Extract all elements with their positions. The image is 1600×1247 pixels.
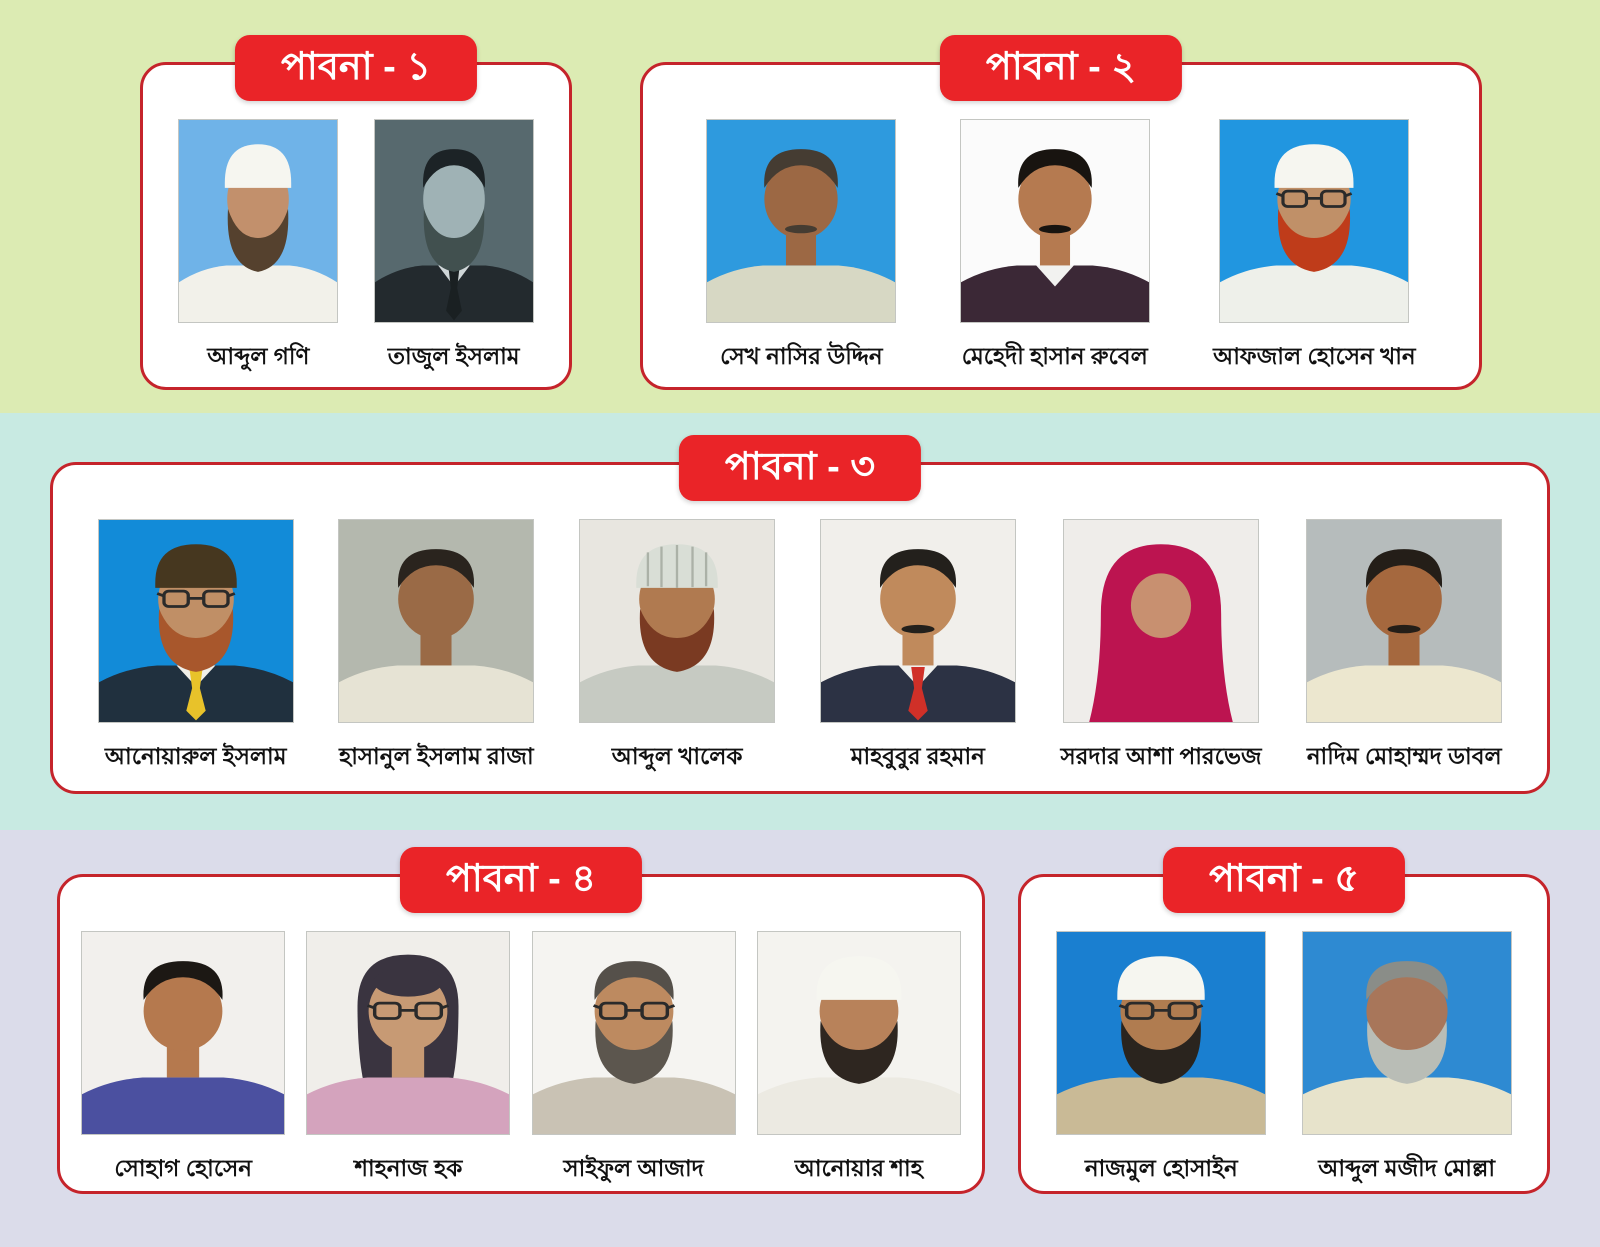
panel-pabna-2 bbox=[640, 46, 1482, 390]
candidate-photo bbox=[81, 931, 285, 1135]
candidate-photo bbox=[1306, 519, 1502, 723]
candidate-card bbox=[178, 119, 338, 377]
candidate-photo bbox=[820, 519, 1016, 723]
candidate-name: তাজুল ইসলাম bbox=[387, 343, 520, 369]
candidates-row-pabna-1 bbox=[143, 65, 569, 377]
candidate-card bbox=[1306, 519, 1502, 777]
constituency-badge-pabna-1: পাবনা - ১ bbox=[235, 35, 477, 101]
panel-pabna-1 bbox=[140, 46, 572, 390]
candidate-card bbox=[706, 119, 896, 377]
candidate-name: সাইফুল আজাদ bbox=[563, 1155, 704, 1181]
candidate-photo bbox=[1056, 931, 1266, 1135]
candidate-card bbox=[338, 519, 534, 777]
candidate-card bbox=[81, 931, 285, 1189]
candidates-row-pabna-3 bbox=[53, 465, 1547, 777]
candidate-card bbox=[306, 931, 510, 1189]
candidate-name: মেহেদী হাসান রুবেল bbox=[961, 343, 1148, 369]
panel-pabna-4 bbox=[57, 858, 985, 1194]
candidate-card bbox=[579, 519, 775, 777]
candidate-card bbox=[1056, 931, 1266, 1189]
candidate-photo bbox=[960, 119, 1150, 323]
candidate-name: শাহনাজ হক bbox=[354, 1155, 463, 1181]
panel-pabna-3 bbox=[50, 446, 1550, 794]
candidate-card bbox=[1213, 119, 1416, 377]
candidates-row-pabna-2 bbox=[643, 65, 1479, 377]
candidate-photo bbox=[178, 119, 338, 323]
candidate-name: সরদার আশা পারভেজ bbox=[1060, 743, 1262, 769]
candidates-row-pabna-5 bbox=[1021, 877, 1547, 1189]
candidate-card bbox=[820, 519, 1016, 777]
candidate-name: আব্দুল মজীদ মোল্লা bbox=[1318, 1155, 1496, 1181]
candidate-name: সোহাগ হোসেন bbox=[114, 1155, 253, 1181]
candidate-photo bbox=[532, 931, 736, 1135]
candidate-card bbox=[1302, 931, 1512, 1189]
candidates-row-pabna-4 bbox=[60, 877, 982, 1189]
candidate-photo bbox=[306, 931, 510, 1135]
candidate-name: নাদিম মোহাম্মদ ডাবল bbox=[1306, 743, 1502, 769]
candidate-card bbox=[98, 519, 294, 777]
candidate-photo bbox=[98, 519, 294, 723]
candidate-name: আব্দুল খালেক bbox=[611, 743, 743, 769]
candidate-photo bbox=[1063, 519, 1259, 723]
candidate-photo bbox=[1302, 931, 1512, 1135]
constituency-badge-pabna-2: পাবনা - ২ bbox=[940, 35, 1182, 101]
panel-pabna-5 bbox=[1018, 858, 1550, 1194]
candidate-card bbox=[374, 119, 534, 377]
candidate-card bbox=[1061, 519, 1262, 777]
candidate-photo bbox=[757, 931, 961, 1135]
constituency-badge-pabna-3: পাবনা - ৩ bbox=[679, 435, 921, 501]
candidate-name: নাজমুল হোসাইন bbox=[1084, 1155, 1238, 1181]
candidate-card bbox=[757, 931, 961, 1189]
candidate-name: আনোয়ার শাহ bbox=[794, 1155, 923, 1181]
candidate-photo bbox=[706, 119, 896, 323]
candidate-name: হাসানুল ইসলাম রাজা bbox=[339, 743, 534, 769]
candidate-card bbox=[532, 931, 736, 1189]
candidate-photo bbox=[1219, 119, 1409, 323]
candidate-photo bbox=[579, 519, 775, 723]
constituency-badge-pabna-4: পাবনা - ৪ bbox=[400, 847, 642, 913]
candidate-name: আনোয়ারুল ইসলাম bbox=[104, 743, 287, 769]
candidate-photo bbox=[374, 119, 534, 323]
candidate-name: সেখ নাসির উদ্দিন bbox=[720, 343, 883, 369]
candidate-name: আব্দুল গণি bbox=[207, 343, 310, 369]
candidate-name: আফজাল হোসেন খান bbox=[1213, 343, 1416, 369]
candidate-photo bbox=[338, 519, 534, 723]
constituency-badge-pabna-5: পাবনা - ৫ bbox=[1163, 847, 1405, 913]
candidate-name: মাহবুবুর রহমান bbox=[850, 743, 985, 769]
candidate-card bbox=[960, 119, 1150, 377]
